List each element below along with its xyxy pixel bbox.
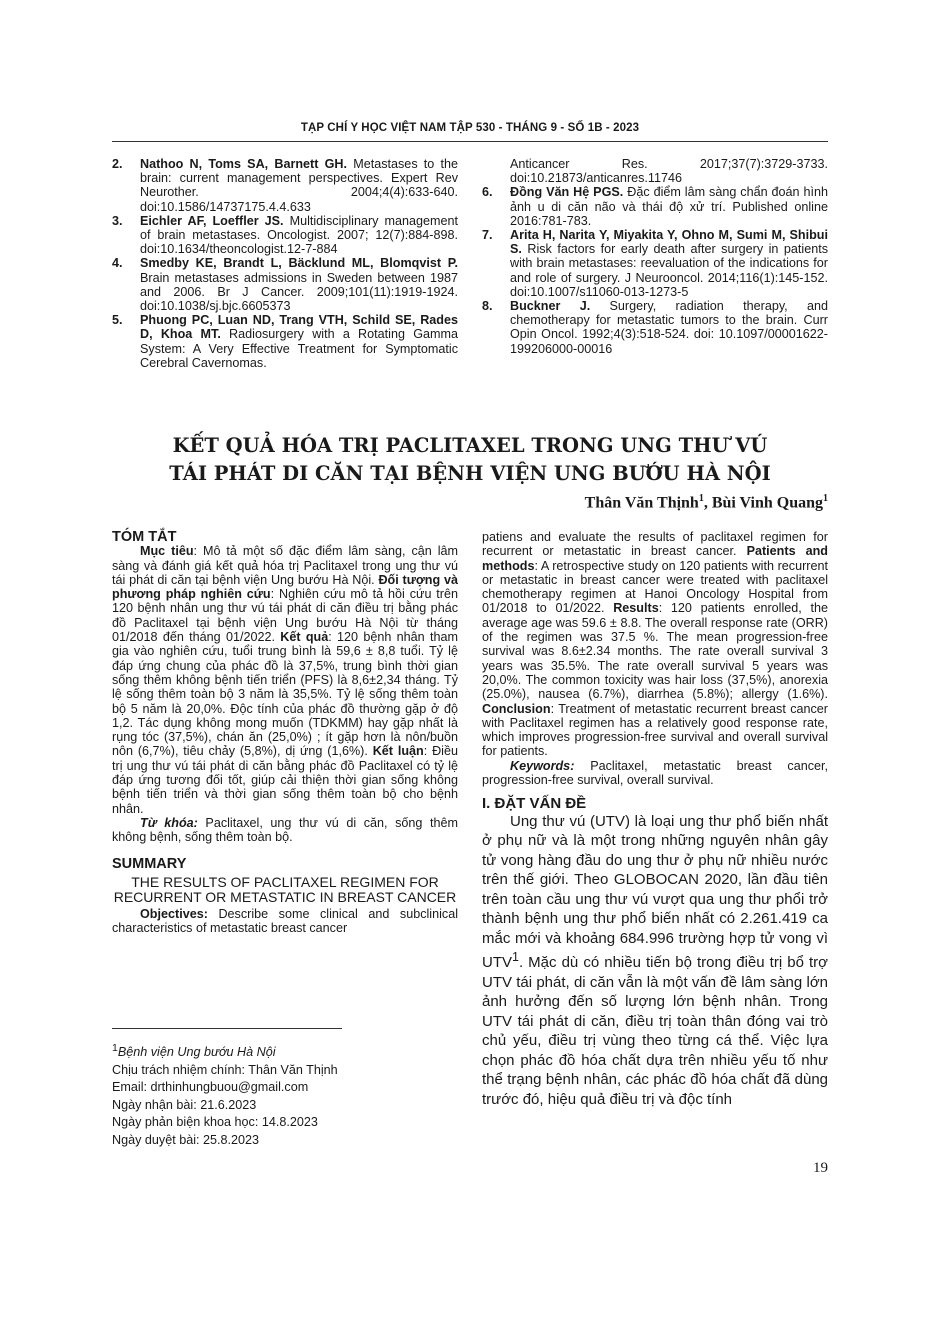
reference-item [112, 214, 458, 257]
text-objective: : Mô tả một số đặc điểm lâm sàng, cận lâm sàng và đánh giá kết quả hóa trị Paclitaxel trong ung thư vú tái phát di căn tại bệnh viện Ung bướu Hà Nội. [112, 544, 458, 587]
footnote-affiliation [112, 1040, 338, 1062]
reference-number: 6. [482, 185, 493, 200]
summary-heading: SUMMARY [112, 855, 187, 872]
reference-authors: Eichler AF, Loeffler JS. [140, 213, 284, 228]
text-keywords: Paclitaxel, ung thư vú di căn, sống thêm không bệnh, sống thêm toàn bộ. [112, 815, 458, 845]
label-conclusion: Kết luận [372, 744, 424, 759]
intro-text-2: . Mặc dù có nhiều tiến bộ trong điều trị bổ trợ UTV tái phát, di căn vẫn là một vấn đề lâm sàng lớn ảnh hưởng đến số lượng lớn bệnh nhân. Trong UTV tái phát di căn, điều trị toàn thân đóng vai trò chủ yếu, điều trị vùng theo từng cá thể. Việc lựa chọn phác đồ hóa chất dựa trên nhiều yếu tố như thể trạng bệnh nhân, các phác đồ hóa chất đã dùng trước đó, hiệu quả điều trị và độc tính [482, 954, 828, 1108]
reference-text: Multidisciplinary management of brain metastases. Oncologist. 2007; 12(7):884-898. doi:10.1634/theoncologist.12-7-884 [140, 213, 458, 257]
author-1-affiliation: 1 [698, 493, 704, 504]
label-objectives: Objectives: [140, 906, 208, 921]
reference-authors: Đồng Văn Hệ PGS. [510, 185, 624, 200]
reference-continuation: Anticancer Res. 2017;37(7):3729-3733. doi:10.21873/anticanres.11746 [510, 157, 828, 186]
author-1: Thân Văn Thịnh [584, 494, 699, 512]
title-line-1: KẾT QUẢ HÓA TRỊ PACLITAXEL TRONG UNG THƯ VÚ [172, 434, 768, 457]
reference-authors: Arita H, Narita Y, Miyakita Y, Ohno M, Sumi M, Shibui S. [510, 228, 828, 257]
reference-item [482, 185, 828, 228]
reference-number: 5. [112, 313, 123, 328]
label-results: Kết quả [280, 630, 329, 645]
reference-item [112, 256, 458, 313]
reference-text: Metastases to the brain: current management perspectives. Expert Rev Neurother. 2004;4(4):633-640. doi:10.1586/14737175.4.4.633 [140, 157, 458, 214]
title-line-2: TÁI PHÁT DI CĂN TẠI BỆNH VIỆN UNG BƯỚU HÀ NỘI [169, 462, 771, 485]
text-conclusion: : Điều trị ung thư vú tái phát di căn bằng phác đồ Paclitaxel có tỷ lệ đáp ứng tương đối tốt, giúp cải thiện thời gian sống không bệnh tiến triển và thời gian sống thêm toàn bộ cho bệnh nhân. [112, 744, 458, 816]
label-keywords-en: Keywords: [510, 758, 575, 773]
reference-text: Surgery, radiation therapy, and chemotherapy for metastatic tumors to the brain. Curr Opin Oncol. 1992;4(3):518-524. doi: 10.1097/00001622-199206000-00016 [510, 299, 829, 356]
reference-authors: Buckner J. [510, 299, 591, 314]
footnote-received: Ngày nhận bài: 21.6.2023 [112, 1097, 257, 1112]
keywords-vi [112, 816, 458, 845]
reference-authors: Smedby KE, Brandt L, Bäcklund ML, Blomqvist P. [140, 256, 458, 271]
footnote-corresponding: Chịu trách nhiệm chính: Thân Văn Thịnh [112, 1062, 338, 1077]
reference-text: Radiosurgery with a Rotating Gamma System: A Very Effective Treatment for Symptomatic Cerebral Cavernomas. [140, 327, 458, 370]
author-2: Bùi Vinh Quang [711, 494, 823, 512]
footnote-email: Email: drthinhungbuou@gmail.com [112, 1080, 309, 1095]
reference-item [482, 228, 828, 299]
reference-item [482, 299, 828, 356]
footnote-accepted: Ngày duyệt bài: 25.8.2023 [112, 1132, 260, 1147]
footnote-rule [112, 1028, 342, 1029]
author-separator: , [703, 494, 712, 512]
author-2-affiliation: 1 [823, 493, 828, 504]
text-methods: : Nghiên cứu mô tả hồi cứu trên 120 bệnh nhân ung thư vú tái phát di căn điều trị bằng phác đồ Paclitaxel tại bệnh viện Ung bướu Hà Nội từ tháng 01/2018 đến tháng 01/2022. [112, 587, 459, 645]
intro-citation: 1 [512, 950, 519, 965]
summary-title: THE RESULTS OF PACLITAXEL REGIMEN FOR RECURRENT OR METASTATIC IN BREAST CANCER [113, 873, 457, 905]
reference-number: 2. [112, 157, 123, 171]
reference-number: 8. [482, 299, 493, 314]
references-right [482, 157, 828, 356]
summary-paragraph [112, 907, 458, 936]
article-title [112, 432, 828, 488]
footnotes [112, 1040, 338, 1149]
intro-paragraph [482, 812, 828, 1110]
keywords-en [482, 759, 828, 788]
text-conclusion-en: : Treatment of metastatic recurrent breast cancer with Paclitaxel regimen has a relatively good response rate, which improves progression-free survival and overall survival for patients. [482, 701, 828, 759]
text-objectives: Describe some clinical and subclinical characteristics of metastatic breast cancer [112, 906, 458, 936]
text-results-en: : 120 patients enrolled, the average age was 59.6 ± 8.8. The overall response rate (ORR) of the regimen was 37.5 %. The mean progression-free survival was 8.6±2.34 months. The rate overall survival 3 years was 35.5%. The rate overall survival 5 years was 20,0%. The common toxicity was hair loss (37,5%), anorexia (25.0%), nausea (6.7%), diarrhea (5.8%); allergy (1.6%). [482, 601, 829, 702]
abstract-heading: TÓM TẮT [112, 529, 177, 545]
reference-number: 7. [482, 228, 493, 243]
summary-column [482, 530, 828, 1109]
footnote-affiliation-text: Bệnh viện Ung bướu Hà Nội [117, 1045, 276, 1060]
abstract-column [112, 530, 458, 935]
reference-item [112, 313, 458, 370]
footnote-reviewed: Ngày phản biện khoa học: 14.8.2023 [112, 1115, 318, 1130]
summary-continued [482, 530, 828, 759]
label-keywords: Từ khóa: [140, 815, 198, 830]
label-results-en: Results [613, 601, 659, 616]
reference-authors: Nathoo N, Toms SA, Barnett GH. [140, 157, 348, 171]
reference-number: 4. [112, 256, 123, 271]
label-patients: Patients and methods [482, 544, 828, 573]
header-rule [112, 141, 828, 142]
text-patients: : A retrospective study on 120 patients with recurrent or metastatic in breast cancer were treated with paclitaxel chemotherapy regimen at Hanoi Oncology Hospital from 01/2018 to 01/2022. [482, 558, 828, 616]
intro-heading: I. ĐẶT VẤN ĐỀ [482, 795, 587, 813]
text-keywords-en: Paclitaxel, metastatic breast cancer, progression-free survival, overall survival. [482, 758, 828, 788]
intro-text: Ung thư vú (UTV) là loại ung thư phổ biến nhất ở phụ nữ và là một trong những nguyên nhân gây tử vong hàng đầu do ung thư ở phụ nữ nhiều nước trên thế giới. Theo GLOBOCAN 2020, lần đầu tiên trên toàn cầu ung thư vú vượt qua ung thư phổi trở thành bệnh ung thư phổ biến nhất có 2.261.419 ca mắc mới và khoảng 684.996 trường hợp tử vong vì UTV [482, 812, 828, 972]
label-methods: Đối tượng và phương pháp nghiên cứu [112, 572, 459, 602]
reference-text: Brain metastases admissions in Sweden between 1987 and 2006. Br J Cancer. 2009;101(11):1919-1924. doi:10.1038/sj.bjc.6605373 [140, 270, 458, 314]
journal-header: TẠP CHÍ Y HỌC VIỆT NAM TẬP 530 - THÁNG 9 - SỐ 1B - 2023 [300, 122, 640, 134]
page-number: 19 [813, 1160, 828, 1176]
reference-text: Risk factors for early death after surgery in patients with brain metastases: reevaluation of the indications for and role of surgery. J Neurooncol. 2014;116(1):145-152. doi:10.1007/s11060-013-1273-5 [510, 242, 828, 299]
label-conclusion-en: Conclusion [482, 701, 551, 716]
text-results: : 120 bệnh nhân tham gia vào nghiên cứu, tuổi trung bình là 59,6 ± 8,8 tuổi. Tỷ lệ đáp ứng chung của phác đồ là 37,5%, trung bình thời gian sống thêm không bệnh tiến triển (PFS) là 8,6±2,34 tháng. Tỷ lệ sống thêm toàn bộ 3 năm là 35,5%. Tỷ lệ sống thêm toàn bộ 5 năm là 20,0%. Độc tính của phác đồ thường gặp ở độ 1,2. Tác dụng không mong muốn (TDKMM) hay gặp nhất là rụng tóc (37,5%), chán ăn (25,0%) ; ít gặp hơn là nôn/buồn nôn (6,7%), tiêu chảy (5,8%), dị ứng (1,6%). [112, 630, 458, 759]
footnote-marker: 1 [112, 1042, 118, 1054]
reference-number: 3. [112, 213, 123, 228]
article-authors [585, 493, 828, 512]
reference-authors: Phuong PC, Luan ND, Trang VTH, Schild SE, Rades D, Khoa MT. [140, 313, 458, 342]
abstract-paragraph [112, 544, 458, 816]
reference-text: Đặc điểm lâm sàng chẩn đoán hình ảnh u di căn não và thái độ xử trí. Published online 2016:781-783. [510, 185, 829, 228]
reference-item [482, 157, 828, 185]
text-summary-cont: patiens and evaluate the results of paclitaxel regimen for recurrent or metastatic in breast cancer. [482, 530, 828, 559]
label-objective: Mục tiêu [140, 544, 194, 559]
references-left [112, 157, 458, 370]
reference-item [112, 157, 458, 214]
